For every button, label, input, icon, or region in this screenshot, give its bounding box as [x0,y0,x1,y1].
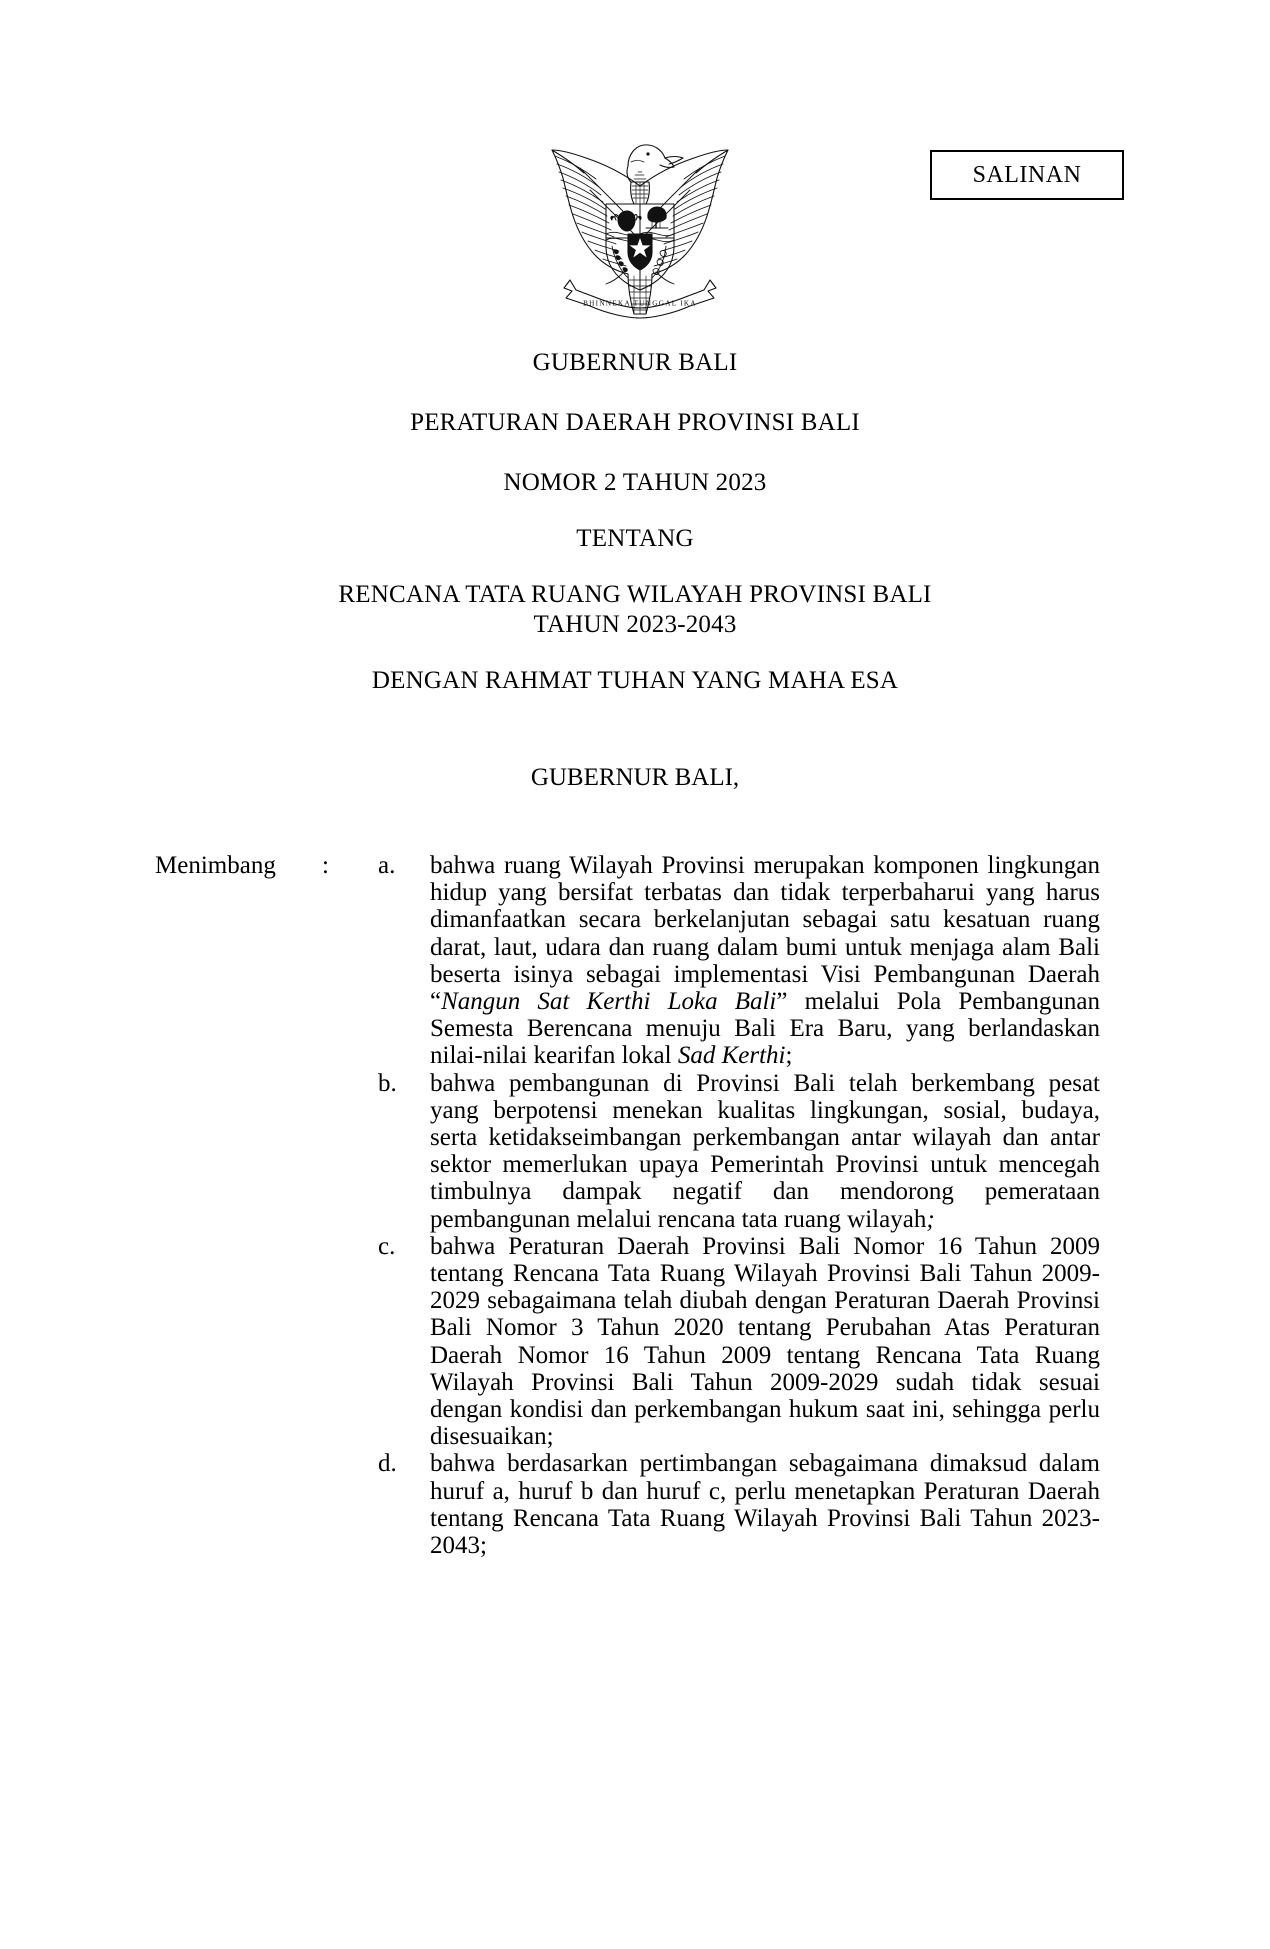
title-peraturan-daerah: PERATURAN DAERAH PROVINSI BALI [410,409,860,436]
signatory-heading: GUBERNUR BALI, [530,764,740,791]
considering-label: Menimbang [155,852,276,879]
clause-text-b: bahwa pembangunan di Provinsi Bali telah berkembang pesat yang berpotensi menekan kualitas lingkungan, sosial, budaya, serta ketidakseimbangan perkembangan antar wilayah dan antar sektor memerlukan upaya Pemerintah Provinsi untuk mencegah timbulnya dampak negatif dan mendorong pemerataan pembangunan melalui rencana tata ruang wilayah; [430,1069,1100,1233]
title-subject-years: TAHUN 2023-2043 [533,611,737,638]
clause-item-a [378,852,1100,1070]
title-invocation: DENGAN RAHMAT TUHAN YANG MAHA ESA [371,667,899,694]
salinan-stamp [930,150,1124,200]
clause-marker-b: b. [378,1069,397,1097]
clause-text-a: bahwa ruang Wilayah Provinsi merupakan komponen lingkungan hidup yang bersifat terbatas dan tidak terperbaharui yang harus dimanfaatkan secara berkelanjutan sebagai satu kesatuan ruang darat, laut, udara dan ruang dalam bumi untuk menjaga alam Bali beserta isinya sebagai implementasi Visi Pembangunan Daerah “Nangun Sat Kerthi Loka Bali” melalui Pola Pembangunan Semesta Berencana menuju Bali Era Baru, yang berlandaskan nilai-nilai kearifan lokal Sad Kerthi; [430,852,1100,1070]
title-tentang: TENTANG [576,525,694,552]
clause-item-d [378,1450,1100,1559]
title-nomor-tahun: NOMOR 2 TAHUN 2023 [503,469,767,496]
clause-marker-d: d. [378,1450,397,1478]
document-title-block [0,348,1270,696]
title-subject: RENCANA TATA RUANG WILAYAH PROVINSI BALI [338,581,932,608]
clause-marker-c: c. [378,1232,396,1260]
title-gubernur-bali: GUBERNUR BALI [532,349,738,376]
clause-marker-a: a. [378,852,396,879]
garuda-pancasila-emblem [528,128,752,324]
clause-text-c: bahwa Peraturan Daerah Provinsi Bali Nomor 16 Tahun 2009 tentang Rencana Tata Ruang Wilayah Provinsi Bali Tahun 2009-2029 sebagaimana telah diubah dengan Peraturan Daerah Provinsi Bali Nomor 3 Tahun 2020 tentang Perubahan Atas Peraturan Daerah Nomor 16 Tahun 2009 tentang Rencana Tata Ruang Wilayah Provinsi Bali Tahun 2009-2029 sudah tidak sesuai dengan kondisi dan perkembangan hukum saat ini, sehingga perlu disesuaikan; [430,1232,1100,1451]
considering-clause-list [378,852,1100,1559]
salinan-label: SALINAN [972,161,1082,188]
considering-colon: : [322,852,329,879]
emblem-motto-text: BHINNEKA TUNGGAL IKA [583,299,697,308]
clause-text-d: bahwa berdasarkan pertimbangan sebagaimana dimaksud dalam huruf a, huruf b dan huruf c, perlu menetapkan Peraturan Daerah tentang Rencana Tata Ruang Wilayah Provinsi Bali Tahun 2023-2043; [430,1450,1100,1560]
clause-item-c [378,1233,1100,1451]
clause-item-b [378,1070,1100,1233]
